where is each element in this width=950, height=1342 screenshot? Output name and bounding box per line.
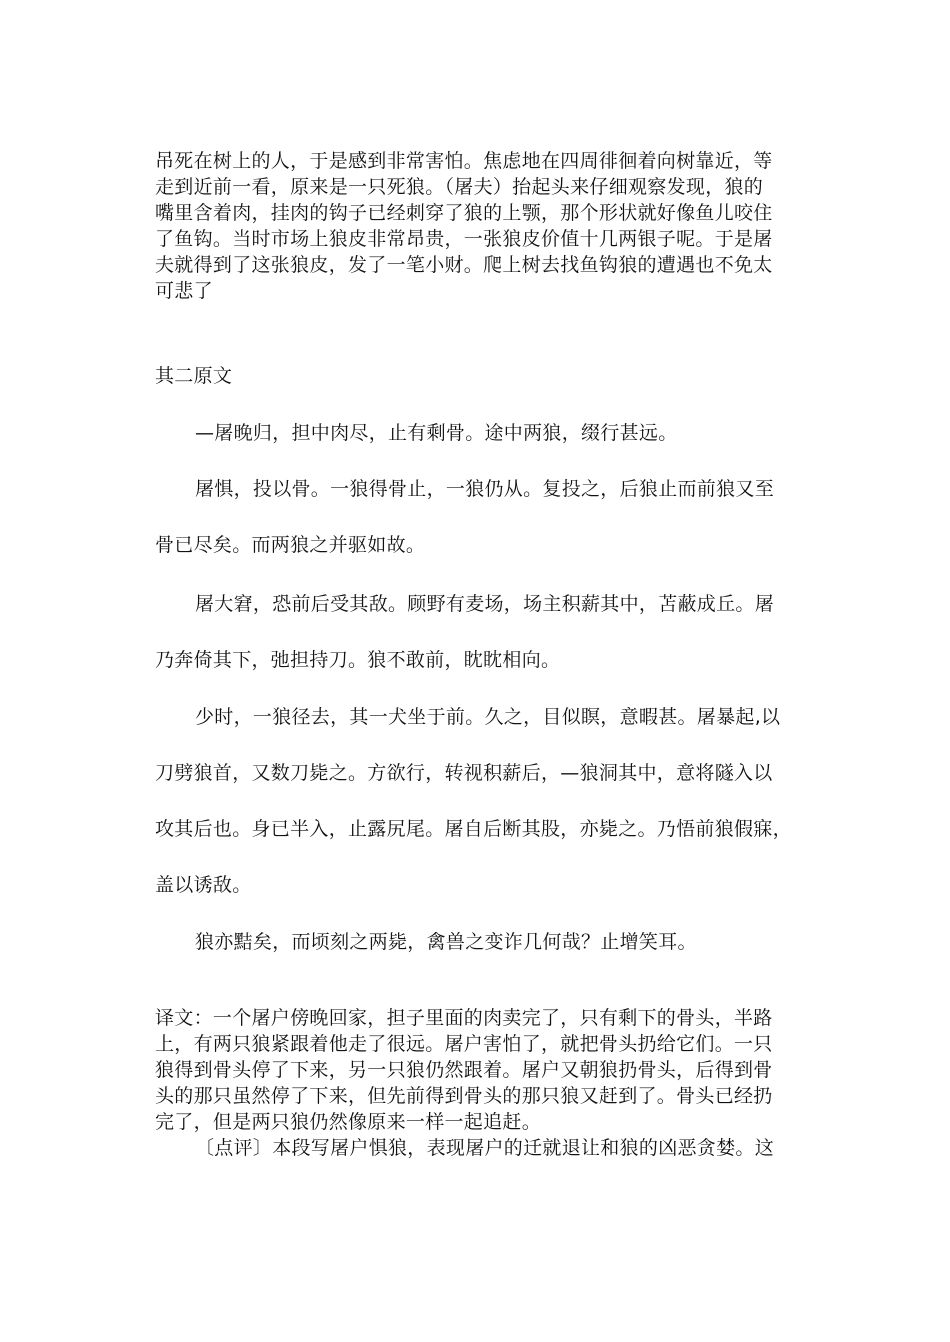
- text-line: 完了，但是两只狼仍然像原来一样一起追赶。: [155, 1111, 542, 1133]
- text-line: 可悲了: [155, 280, 213, 302]
- original-paragraph: [155, 914, 815, 970]
- text-line: 骨已尽矣。而两狼之并驱如故。: [155, 534, 426, 556]
- intro-paragraph: [155, 148, 815, 304]
- text-line: 乃奔倚其下，弛担持刀。狼不敢前，眈眈相向。: [155, 649, 561, 671]
- text-line: 走到近前一看，原来是一只死狼。（屠夫）抬起头来仔细观察发现，狼的: [155, 176, 764, 198]
- text-line: 夫就得到了这张狼皮，发了一笔小财。爬上树去找鱼钩狼的遭遇也不免太: [155, 254, 773, 276]
- text-line: 屠惧，投以骨。一狼得骨止，一狼仍从。复投之，后狼止而前狼又至: [195, 478, 775, 500]
- original-paragraph: [155, 461, 815, 573]
- text-line: 狼亦黠矣，而顷刻之两毙，禽兽之变诈几何哉？止增笑耳。: [195, 931, 697, 953]
- original-paragraph: [155, 576, 815, 688]
- text-line: 狼得到骨头停了下来，另一只狼仍然跟着。屠户又朝狼扔骨头，后得到骨: [155, 1059, 773, 1081]
- text-line: —屠晚归，担中肉尽，止有剩骨。途中两狼，缀行甚远。: [195, 422, 678, 444]
- text-line: 了鱼钩。当时市场上狼皮非常昂贵，一张狼皮价值十几两银子呢。于是屠: [155, 228, 773, 250]
- original-paragraph: [155, 689, 815, 913]
- text-line: 刀劈狼首，又数刀毙之。方欲行，转视积薪后，—狼洞其中，意将隧入以: [155, 762, 773, 784]
- text-line: 攻其后也。身已半入，止露尻尾。屠自后断其股，亦毙之。乃悟前狼假寐，: [155, 818, 792, 840]
- text-line: 屠大窘，恐前后受其敌。顾野有麦场，场主积薪其中，苫蔽成丘。屠: [195, 593, 775, 615]
- text-line: 少时，一狼径去，其一犬坐于前。久之，目似瞑，意暇甚。屠暴起,以: [195, 706, 781, 728]
- original-paragraph: [155, 405, 815, 461]
- comment-line: 〔点评〕本段写屠户惧狼，表现屠户的迁就退让和狼的凶恶贪婪。这: [195, 1137, 775, 1159]
- text-line: 盖以诱敌。: [155, 874, 252, 896]
- section-title: 其二原文: [155, 365, 233, 387]
- text-line: 译文：一个屠户傍晚回家，担子里面的肉卖完了，只有剩下的骨头，半路: [155, 1007, 773, 1029]
- text-line: 吊死在树上的人，于是感到非常害怕。焦虑地在四周徘徊着向树靠近，等: [155, 150, 773, 172]
- text-line: 上，有两只狼紧跟着他走了很远。屠户害怕了，就把骨头扔给它们。一只: [155, 1033, 773, 1055]
- text-line: 头的那只虽然停了下来，但先前得到骨头的那只狼又赶到了。骨头已经扔: [155, 1085, 773, 1107]
- text-line: 嘴里含着肉，挂肉的钩子已经刺穿了狼的上颚，那个形状就好像鱼儿咬住: [155, 202, 773, 224]
- translation-paragraph: [155, 1005, 815, 1161]
